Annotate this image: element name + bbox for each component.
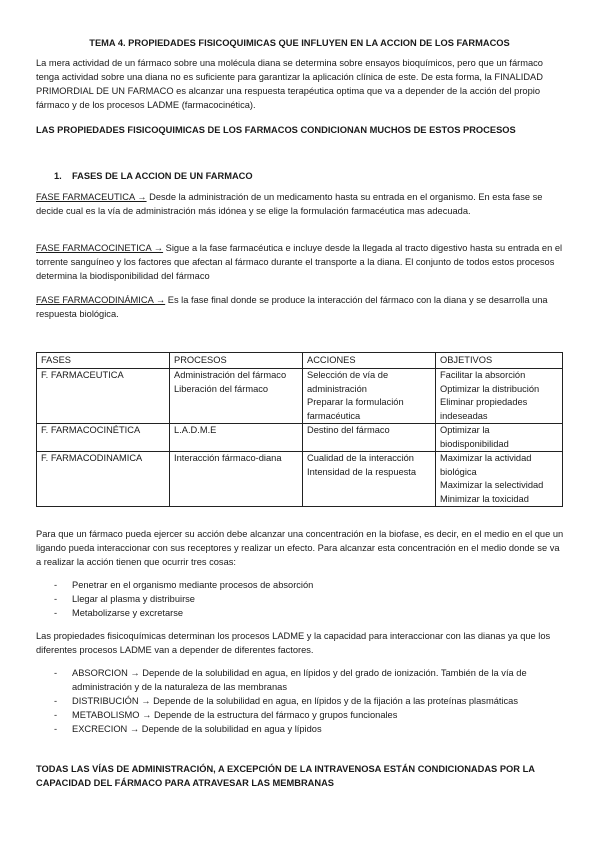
section-number: 1. <box>54 171 62 181</box>
list-item: - ABSORCION → Depende de la solubilidad en agua, en lípidos y del grado de ionización. También de la vía de administración y de la naturaleza de las membranas <box>54 667 566 695</box>
section-title: FASES DE LA ACCION DE UN FARMACO <box>72 171 253 181</box>
table-cell-line: Preparar la formulación farmacéutica <box>307 397 404 421</box>
table-cell-line: Optimizar la biodisponibilidad <box>440 425 509 449</box>
table-cell-line: Selección de vía de administración <box>307 370 389 394</box>
biofase-paragraph: Para que un fármaco pueda ejercer su acción debe alcanzar una concentración en la biofase, es decir, en el medio en el que un ligando pueda interaccionar con sus receptores y realizar un efecto. Para alcanzar esta concentración en el medio donde se va a realizar la acción tienen que ocurrir tres cosas: <box>36 529 564 567</box>
list-item: - DISTRIBUCIÓN → Depende de la solubilidad en agua, en lípidos y de la fijación a las proteínas plasmáticas <box>54 695 566 709</box>
table-body <box>37 369 563 507</box>
table-cell <box>37 452 170 507</box>
table-row <box>37 424 563 452</box>
table-cell <box>303 424 436 452</box>
table-cell <box>303 452 436 507</box>
table-header-cell: OBJETIVOS <box>436 353 563 369</box>
table-cell-line: Administración del fármaco <box>174 370 287 381</box>
table-cell-line: F. FARMACEUTICA <box>41 370 124 381</box>
table-cell <box>436 452 563 507</box>
table-header-cell: ACCIONES <box>303 353 436 369</box>
table-cell-line: Liberación del fármaco <box>174 383 269 394</box>
closing-statement: TODAS LAS VÍAS DE ADMINISTRACIÓN, A EXCEPCIÓN DE LA INTRAVENOSA ESTÁN CONDICIONADAS POR LA CAPACIDAD DEL FÁRMACO PARA ATRAVESAR LAS MEMBRANAS <box>36 764 535 788</box>
phase-term: FASE FARMACODINÁMICA → <box>36 295 166 305</box>
phase-paragraph-farmacodinamica <box>36 294 566 322</box>
ladme-list <box>54 667 566 737</box>
table-header-cell: FASES <box>37 353 170 369</box>
phase-paragraph-farmaceutica <box>36 191 566 219</box>
table-cell-line: Maximizar la actividad biológica <box>440 453 532 477</box>
phase-term: FASE FARMACEUTICA → <box>36 192 147 202</box>
three-things-list <box>54 579 566 621</box>
table-cell <box>170 452 303 507</box>
table-row <box>37 369 563 424</box>
table-cell-line: F. FARMACOCINÉTICA <box>41 425 141 436</box>
table-row <box>37 452 563 507</box>
phases-table <box>36 352 563 507</box>
section-heading <box>54 170 253 184</box>
table-cell-line: Intensidad de la respuesta <box>307 466 417 477</box>
list-item: - Penetrar en el organismo mediante procesos de absorción <box>54 579 566 593</box>
table-cell-line: Facilitar la absorción <box>440 370 526 381</box>
table-cell <box>170 424 303 452</box>
list-item: - EXCRECION → Depende de la solubilidad en agua y lípidos <box>54 723 566 737</box>
table-header-cell: PROCESOS <box>170 353 303 369</box>
page-title: TEMA 4. PROPIEDADES FISICOQUIMICAS QUE INFLUYEN EN LA ACCION DE LOS FARMACOS <box>89 38 510 48</box>
table-cell-line: L.A.D.M.E <box>174 425 217 436</box>
table-cell <box>37 369 170 424</box>
list-item: - Metabolizarse y excretarse <box>54 607 566 621</box>
list-item: - METABOLISMO → Depende de la estructura del fármaco y grupos funcionales <box>54 709 566 723</box>
table-cell <box>37 424 170 452</box>
table-cell <box>436 369 563 424</box>
phase-term: FASE FARMACOCINETICA → <box>36 243 164 253</box>
table-cell-line: Cualidad de la interacción <box>307 453 414 464</box>
phase-text: Sigue a la fase farmacéutica e incluye desde la llegada al tracto digestivo hasta su entrada en el torrente sanguíneo y los factores que afectan al fármaco durante el transporte a la diana. El conjunto de todos estos procesos determina la biodisponibilidad del fármaco <box>36 243 563 281</box>
table-cell <box>436 424 563 452</box>
statement-heading: LAS PROPIEDADES FISICOQUIMICAS DE LOS FARMACOS CONDICIONAN MUCHOS DE ESTOS PROCESOS <box>36 125 516 135</box>
table-cell <box>170 369 303 424</box>
table-cell-line: Optimizar la distribución <box>440 383 540 394</box>
table-cell-line: Eliminar propiedades indeseadas <box>440 397 528 421</box>
table-cell <box>303 369 436 424</box>
phase-text: Desde la administración de un medicamento hasta su entrada en el organismo. En esta fase se decide cual es la vía de administración más idónea y se elige la formulación farmacéutica mas adecuada. <box>36 192 543 216</box>
phase-text: Es la fase final donde se produce la interacción del fármaco con la diana y se desarrolla una respuesta biológica. <box>36 295 548 319</box>
list-item: - Llegar al plasma y distribuirse <box>54 593 566 607</box>
ladme-intro-paragraph: Las propiedades fisicoquímicas determinan los procesos LADME y la capacidad para interaccionar con las dianas ya que los diferentes procesos LADME van a depender de diferentes factores. <box>36 631 551 655</box>
phase-paragraph-farmacocinetica <box>36 242 566 284</box>
table-header-row <box>37 353 563 369</box>
table-cell-line: Minimizar la toxicidad <box>440 493 529 504</box>
intro-paragraph: La mera actividad de un fármaco sobre una molécula diana se determina sobre ensayos bioquímicos, pero que un fármaco tenga actividad sobre una diana no es suficiente para garantizar la aplicación clínica de este. De esta forma, la FINALIDAD PRIMORDIAL DE UN FARMACO es alcanzar una respuesta terapéutica optima que va a depender de la acción del propio fármaco y de los procesos LADME (farmacocinética). <box>36 58 543 110</box>
table-cell-line: Maximizar la selectividad <box>440 480 544 491</box>
table-cell-line: Destino del fármaco <box>307 425 390 436</box>
table-cell-line: Interacción fármaco-diana <box>174 453 282 464</box>
table-cell-line: F. FARMACODINAMICA <box>41 453 143 464</box>
